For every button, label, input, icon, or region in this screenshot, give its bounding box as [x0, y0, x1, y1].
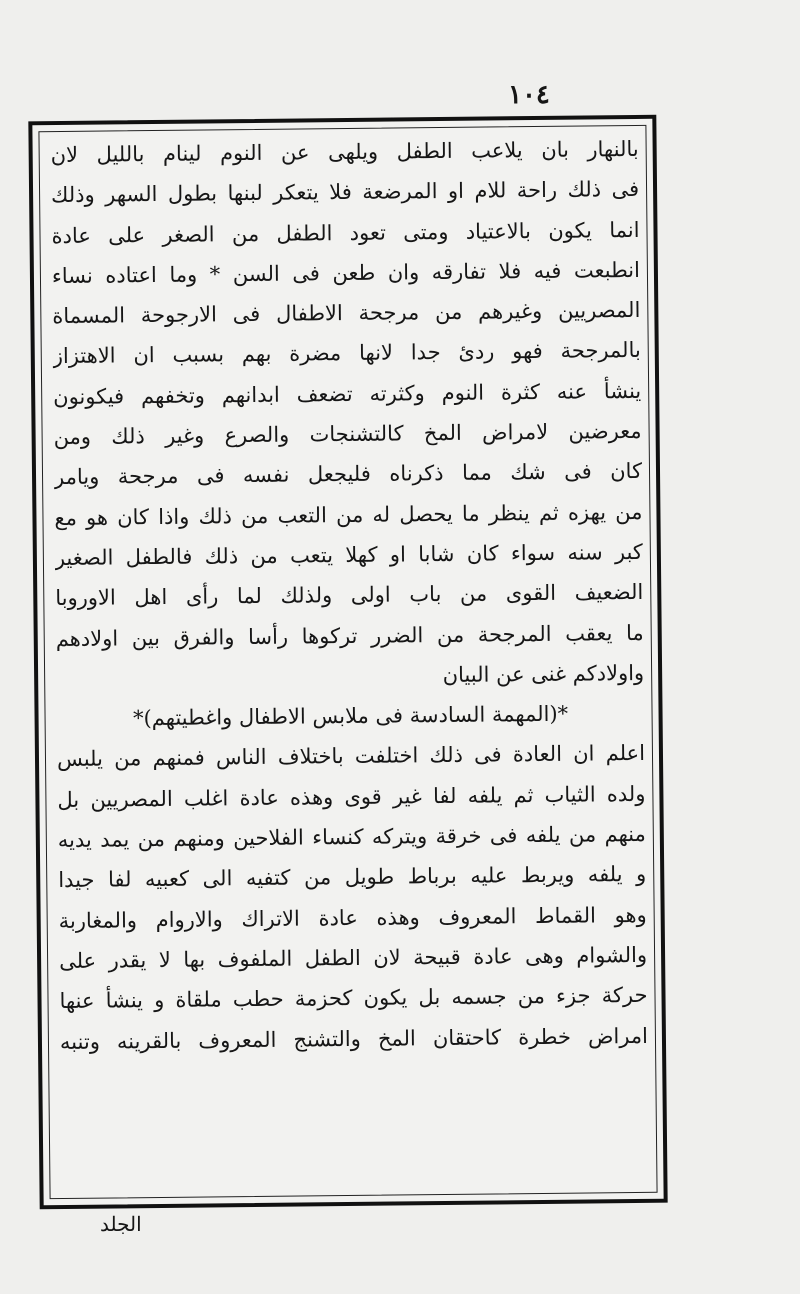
text-line: الضعيف القوى من باب اولى ولذلك لما رأى اهل الاوروبا	[55, 580, 644, 611]
text-line: انما يكون بالاعتياد ومتى تعود الطفل من الصغر على عادة	[51, 217, 640, 248]
text-line: معرضين لامراض المخ كالتشنجات والصرع وغير ذلك ومن	[53, 418, 642, 450]
body-text	[50, 129, 649, 1191]
text-line: كبر سنه سواء كان شابا او كهلا يتعب من ذلك فالطفل الصغير	[54, 539, 643, 571]
text-line: واولادكم غنى عن البيان	[442, 660, 645, 687]
page-number: ١٠٤	[508, 80, 550, 110]
text-line: منهم من يلفه فى خرقة ويتركه كنساء الفلاحين ومنهم من يمد يديه	[57, 821, 646, 853]
text-line: المصريين وغيرهم من مرجحة الاطفال فى الارجوحة المسماة	[52, 298, 641, 329]
text-line: وهو القماط المعروف وهذه عادة الاتراك والاروام والمغاربة	[58, 902, 647, 933]
text-line: ولده الثياب ثم يلفه لفا غير قوى وهذه عادة اغلب المصريين بل	[57, 781, 646, 812]
text-line: بالنهار بان يلاعب الطفل ويلهى عن النوم لينام بالليل لان	[50, 136, 639, 168]
text-frame	[28, 115, 667, 1210]
text-line: والشوام وهى عادة قبيحة لان الطفل الملفوف بها لا يقدر على	[58, 942, 648, 973]
catchword: الجلد	[100, 1212, 142, 1236]
section-heading: *(المهمة السادسة فى ملابس الاطفال واغطيتهم)*	[132, 701, 569, 731]
text-line: كان فى شك مما ذكرناه فليجعل نفسه فى مرجحة ويامر	[53, 459, 643, 490]
text-line: و يلفه ويربط عليه برباط طويل من كتفيه الى كعبيه لفا جيدا	[58, 862, 647, 893]
text-line: بالمرجحة فهو ردئ جدا لانها مضرة بهم بسبب ان الاهتزاز	[52, 338, 641, 369]
text-line: ما يعقب المرجحة من الضرر تركوها رأسا والفرق بين اولادهم	[55, 620, 644, 651]
text-line: من يهزه ثم ينظر ما يحصل له من التعب من ذلك واذا كان هو مع	[54, 499, 643, 530]
text-line: اعلم ان العادة فى ذلك اختلفت باختلاف الناس فمنهم من يلبس	[56, 741, 646, 772]
text-line: امراض خطرة كاحتقان المخ والتشنج المعروف بالقرينه وتنبه	[59, 1023, 649, 1054]
text-line: انطبعت فيه فلا تفارقه وان طعن فى السن * وما اعتاده نساء	[51, 257, 641, 288]
text-line: ينشأ عنه كثرة النوم وكثرته تضعف ابدانهم وتخفهم فيكونون	[53, 378, 642, 409]
text-line: حركة جزء من جسمه بل يكون كحزمة حطب ملقاة و ينشأ عنها	[59, 983, 648, 1014]
text-line: فى ذلك راحة للام او المرضعة فلا يتعكر لبنها بطول السهر وذلك	[50, 177, 640, 208]
